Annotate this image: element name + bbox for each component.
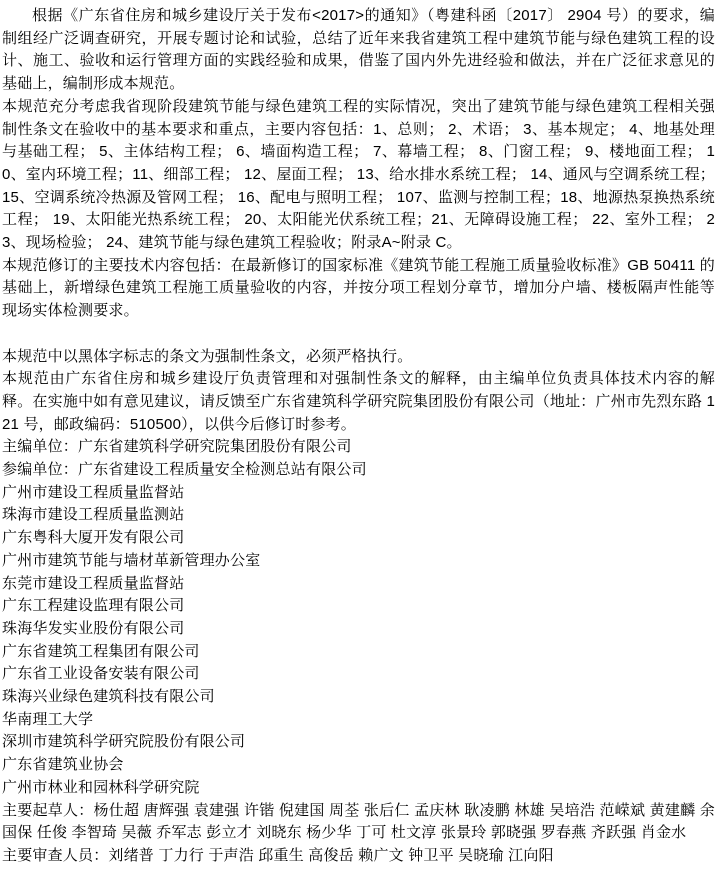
paragraph-contents: 本规范充分考虑我省现阶段建筑节能与绿色建筑工程的实际情况，突出了建筑节能与绿色建筑工程相关强制性条文在验收中的基本要求和重点，主要内容包括：1、总则； 2、术语； 3、基本规定； 4、地基处理与基础工程； 5、主体结构工程； 6、墙面构造工程； 7、幕墙工程； 8、门窗工程； 9、楼地面工程； 10、室内环境工程；11、细部工程； 12、屋面工程； 13、给水排水系统工程； 14、通风与空调系统工程；15、空调系统冷热源及管网工程； 16、配电与照明工程； 107、监测与控制工程；18、地源热泵换热系统工程； 19、太阳能光热系统工程； 20、太阳能光伏系统工程；21、无障碍设施工程； 22、室外工程； 23、现场检验； 24、建筑节能与绿色建筑工程验收；附录A~附录 C。: [2, 97, 715, 252]
participating-unit-line: 广东省工业设备安装有限公司: [2, 665, 200, 683]
participating-unit-line: 华南理工大学: [2, 710, 94, 728]
blank-line: [2, 323, 715, 346]
paragraph-mandatory-clauses: 本规范中以黑体字标志的条文为强制性条文，必须严格执行。: [2, 347, 413, 365]
paragraph-revision: 本规范修订的主要技术内容包括：在最新修订的国家标准《建筑节能工程施工质量验收标准》GB 50411 的基础上，新增绿色建筑工程施工质量验收的内容，并按分项工程划分章节，增加分户墙、楼板隔声性能等现场实体检测要求。: [2, 256, 715, 320]
reviewers-line: 主要审查人员：刘绪普 丁力行 于声浩 邱重生 高俊岳 赖广文 钟卫平 吴晓瑜 江向阳: [2, 847, 554, 864]
participating-unit-line: 东莞市建设工程质量监督站: [2, 574, 185, 592]
participating-unit-line: 珠海兴业绿色建筑科技有限公司: [2, 688, 215, 706]
participating-unit-line: 广东粤科大厦开发有限公司: [2, 529, 185, 547]
participating-unit-line: 广州市建设工程质量监督站: [2, 483, 185, 501]
participating-unit-line: 广东工程建设监理有限公司: [2, 597, 185, 615]
drafters-line: 主要起草人：杨仕超 唐辉强 袁建强 许锴 倪建国 周荃 张后仁 孟庆林 耿凌鹏 林雄 吴培浩 范嵘斌 黄建麟 余国保 任俊 李智琦 吴薇 乔军志 彭立才 刘晓东 杨少华 丁可 杜文淳 张景玲 郭晓强 罗春燕 齐跃强 肖金水: [2, 801, 715, 842]
participating-unit-line: 珠海华发实业股份有限公司: [2, 619, 185, 637]
participating-editor-line: 参编单位：广东省建设工程质量安全检测总站有限公司: [2, 461, 367, 479]
participating-unit-line: 珠海市建设工程质量监测站: [2, 506, 185, 524]
participating-unit-line: 广州市林业和园林科学研究院: [2, 778, 200, 796]
paragraph-basis: 根据《广东省住房和城乡建设厅关于发布<2017>的通知》（粤建科函〔2017〕 2904 号）的要求，编制组经广泛调查研究，开展专题讨论和试验，总结了近年来我省建筑工程中建筑节能与绿色建筑工程的设计、施工、验收和运行管理方面的实践经验和成果，借鉴了国内外先进经验和做法，并在广泛征求意见的基础上，编制形成本规范。: [2, 7, 715, 93]
participating-unit-line: 广州市建筑节能与墙材革新管理办公室: [2, 551, 261, 569]
chief-editor-line: 主编单位：广东省建筑科学研究院集团股份有限公司: [2, 438, 352, 456]
participating-unit-line: 深圳市建筑科学研究院股份有限公司: [2, 733, 246, 751]
participating-unit-line: 广东省建筑业协会: [2, 756, 124, 774]
participating-unit-line: 广东省建筑工程集团有限公司: [2, 642, 200, 660]
paragraph-management-feedback: 本规范由广东省住房和城乡建设厅负责管理和对强制性条文的解释，由主编单位负责具体技术内容的解释。在实施中如有意见建议，请反馈至广东省建筑科学研究院集团股份有限公司（地址：广州市先烈东路 121 号，邮政编码：510500），以供今后修订时参考。: [2, 370, 715, 433]
